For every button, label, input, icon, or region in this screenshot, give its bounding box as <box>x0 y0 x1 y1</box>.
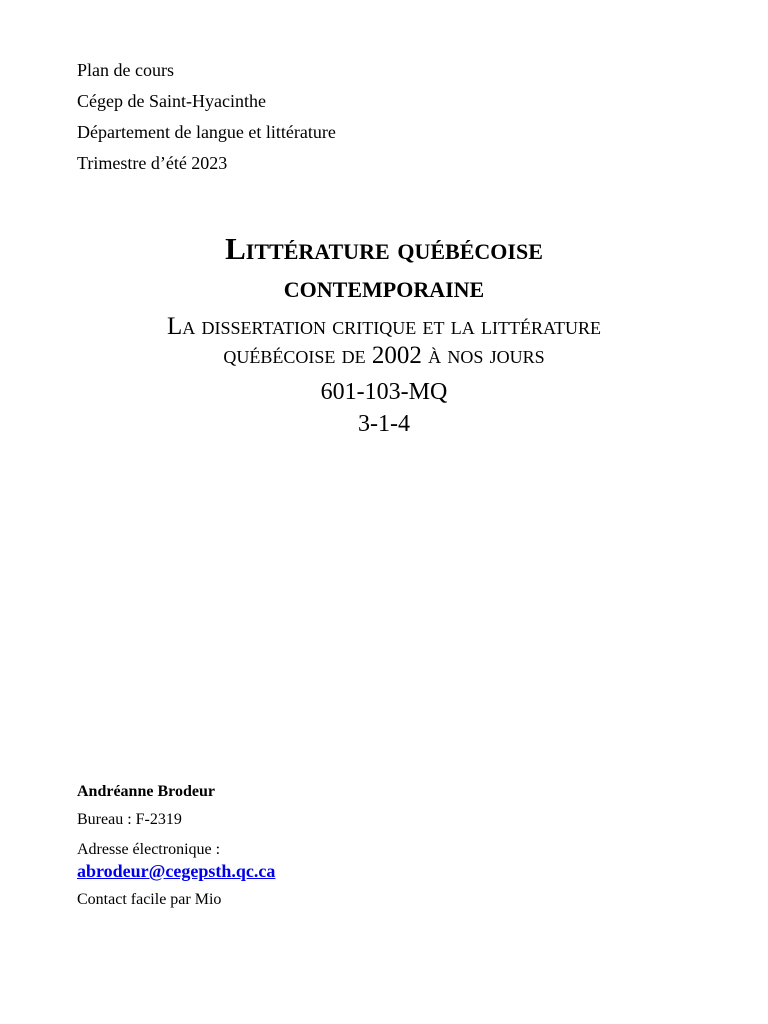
email-label: Adresse électronique : <box>77 841 221 858</box>
email-link[interactable]: abrodeur@cegepsth.qc.ca <box>77 861 276 881</box>
course-title-block <box>0 230 768 440</box>
course-subtitle-line2: québécoise de 2002 à nos jours <box>223 342 545 369</box>
course-subtitle <box>0 312 768 370</box>
course-subtitle-line1: La dissertation critique et la littérature <box>167 313 601 340</box>
course-title-line1: Littérature québécoise <box>225 231 543 266</box>
course-code: 601-103-MQ <box>320 379 448 405</box>
term-name: Trimestre d’été 2023 <box>77 153 228 173</box>
course-title <box>0 230 768 306</box>
office-location: Bureau : F-2319 <box>77 811 182 828</box>
teacher-contact-block <box>77 780 275 910</box>
contact-note: Contact facile par Mio <box>77 891 222 908</box>
course-hours: 3-1-4 <box>358 411 410 437</box>
course-title-line2: contemporaine <box>283 269 485 304</box>
document-type: Plan de cours <box>77 60 174 80</box>
document-header <box>77 55 336 179</box>
teacher-name: Andréanne Brodeur <box>77 783 215 800</box>
institution-name: Cégep de Saint-Hyacinthe <box>77 91 266 111</box>
department-name: Département de langue et littérature <box>77 122 336 142</box>
